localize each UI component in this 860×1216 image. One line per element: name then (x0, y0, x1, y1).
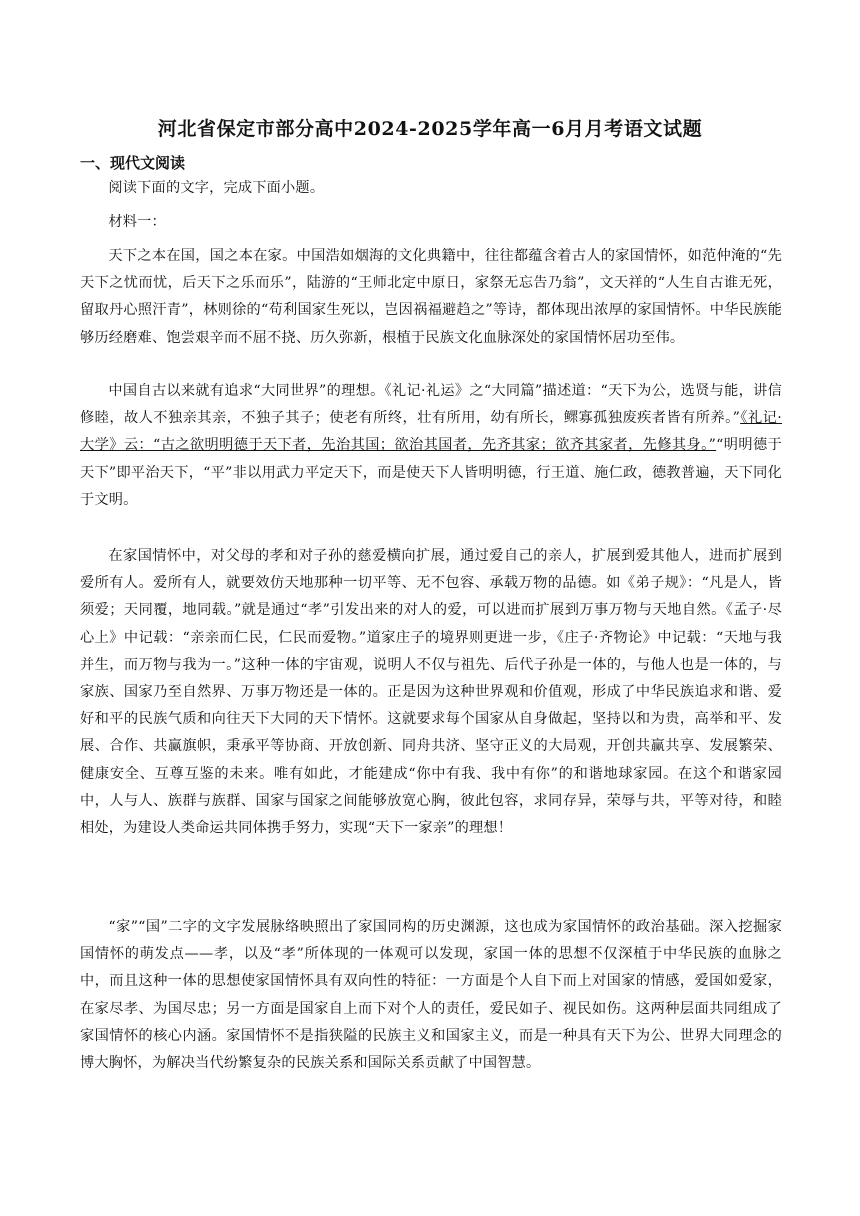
paragraph-2-part-b: “明明德于天下”即平治天下，“平”非以用武力平定天下，而是使天下人皆明明德，行王道、施仁政，德教普遍，天下同化于文明。 (80, 437, 782, 508)
paragraph-3: 在家国情怀中，对父母的孝和对子孙的慈爱横向扩展，通过爱自己的亲人，扩展到爱其他人，进而扩展到爱所有人。爱所有人，就要效仿天地那种一切平等、无不包容、承载万物的品德。如《弟子规》：“凡是人，皆须爱；天同覆，地同载。”就是通过“孝”引发出来的对人的爱，可以进而扩展到万事万物与天地自然。《孟子·尽心上》中记载：“亲亲而仁民，仁民而爱物。”道家庄子的境界则更进一步，《庄子·齐物论》中记载：“天地与我并生，而万物与我为一。”这种一体的宇宙观，说明人不仅与祖先、后代子孙是一体的，与他人也是一体的，与家族、国家乃至自然界、万事万物还是一体的。正是因为这种世界观和价值观，形成了中华民族追求和谐、爱好和平的民族气质和向往天下大同的天下情怀。这就要求每个国家从自身做起，坚持以和为贵，高举和平、发展、合作、共赢旗帜，秉承平等协商、开放创新、同舟共济、坚守正义的大局观，开创共赢共享、发展繁荣、健康安全、互尊互鉴的未来。唯有如此，才能建成“你中有我、我中有你”的和谐地球家园。在这个和谐家园中，人与人、族群与族群、国家与国家之间能够放宽心胸，彼此包容，求同存异，荣辱与共，平等对待，和睦相处，为建设人类命运共同体携手努力，实现“天下一家亲”的理想！ (80, 548, 782, 837)
material-label: 材料一： (108, 214, 166, 230)
instruction-text: 阅读下面的文字，完成下面小题。 (108, 180, 325, 196)
document-title: 河北省保定市部分高中2024-2025学年高一6月月考语文试题 (157, 118, 703, 140)
paragraph-2-part-a: 中国自古以来就有追求“大同世界”的理想。《礼记·礼运》之“大同篇”描述道：“天下为公，选贤与能，讲信修睦，故人不独亲其亲，不独子其子；使老有所终，壮有所用，幼有所长，鳏寡孤独废疾者皆有所养。” (80, 383, 782, 427)
paragraph-4: “家”“国”二字的文字发展脉络映照出了家国同构的历史渊源，这也成为家国情怀的政治基础。深入挖掘家国情怀的萌发点——孝，以及“孝”所体现的一体观可以发现，家国一体的思想不仅深植于中华民族的血脉之中，而且这种一体的思想使家国情怀具有双向性的特征：一方面是个人自下而上对国家的情感，爱国如爱家，在家尽孝、为国尽忠；另一方面是国家自上而下对个人的责任，爱民如子、视民如伤。这两种层面共同组成了家国情怀的核心内涵。家国情怀不是指狭隘的民族主义和国家主义，而是一种具有天下为公、世界大同理念的博大胸怀，为解决当代纷繁复杂的民族关系和国际关系贡献了中国智慧。 (80, 919, 782, 1072)
paragraph-1: 天下之本在国，国之本在家。中国浩如烟海的文化典籍中，往往都蕴含着古人的家国情怀，如范仲淹的“先天下之忧而忧，后天下之乐而乐”，陆游的“王师北定中原日，家祭无忘告乃翁”，文天祥的“人生自古谁无死，留取丹心照汗青”，林则徐的“苟利国家生死以，岂因祸福避趋之”等诗，都体现出浓厚的家国情怀。中华民族能够历经磨难、饱尝艰辛而不屈不挠、历久弥新，根植于民族文化血脉深处的家国情怀居功至伟。 (80, 248, 783, 346)
paragraph-2 (80, 378, 782, 514)
section-heading: 一、现代文阅读 (80, 154, 186, 172)
underlined-quote: 《礼记·大学》云：“古之欲明明德于天下者，先治其国；欲治其国者，先齐其家；欲齐其家者，先修其身。” (80, 410, 782, 454)
